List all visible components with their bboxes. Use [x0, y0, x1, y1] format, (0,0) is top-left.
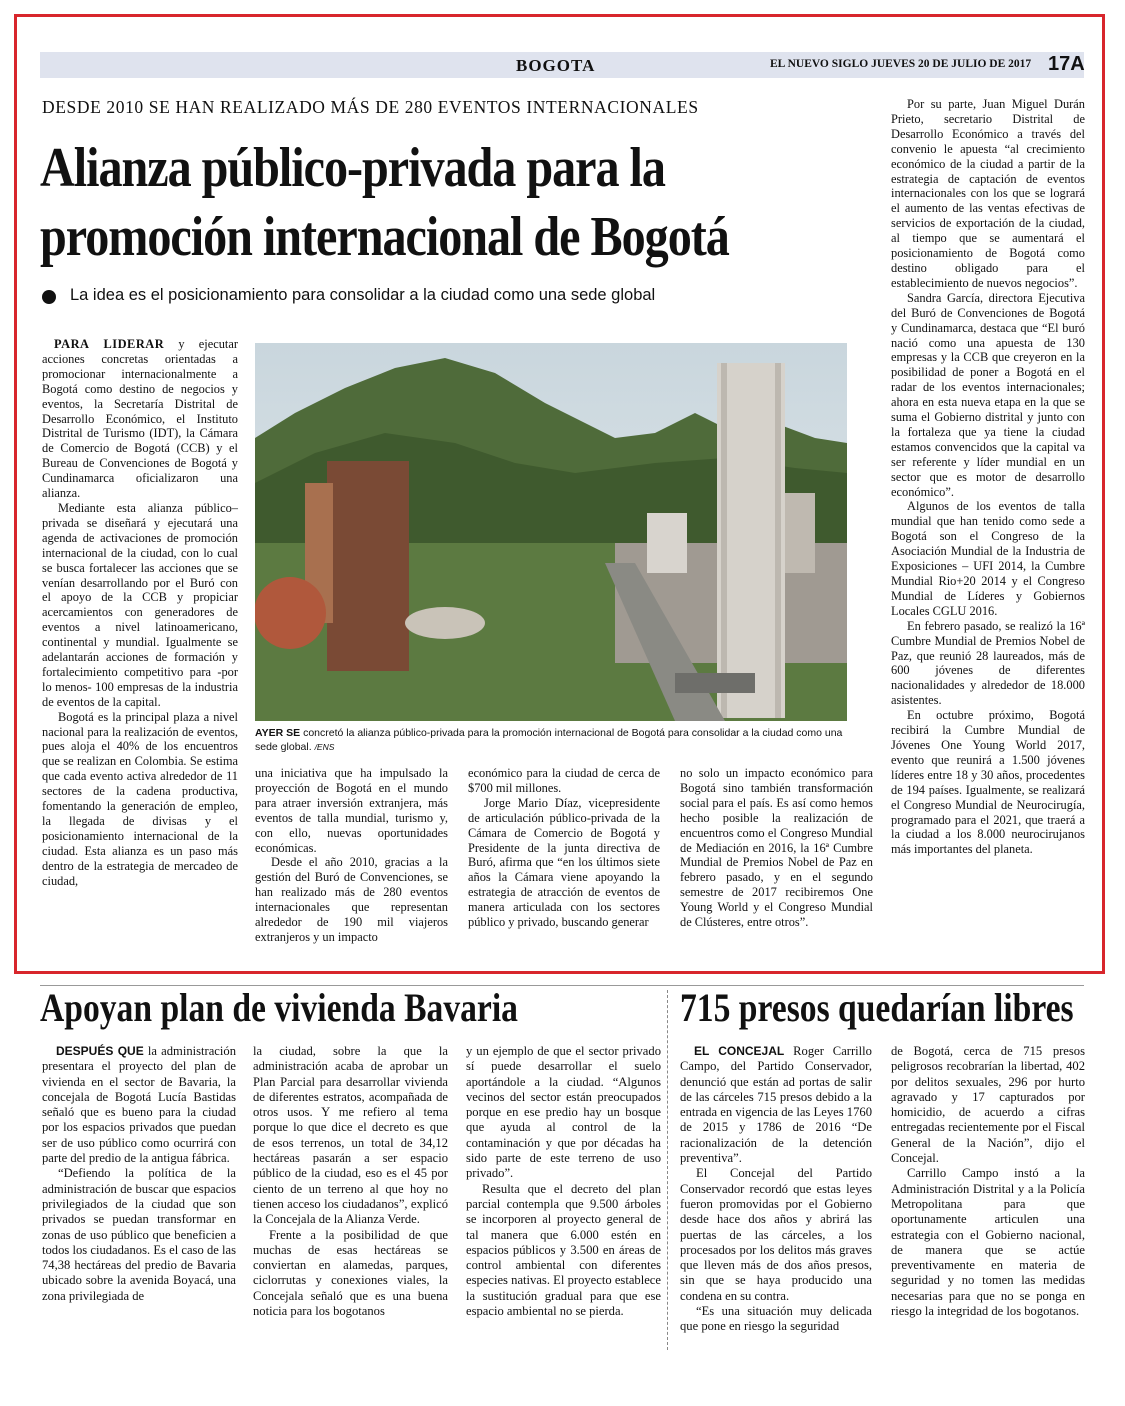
paragraph: Desde el año 2010, gracias a la gestión del Buró de Convenciones, se han realizado más de 280 eventos internacionales que representan alrededor de 190 mil viajeros extranjeros y un impacto — [255, 855, 448, 944]
main-column-4 — [680, 766, 873, 930]
paragraph: El Concejal del Partido Conservador recordó que estas leyes fueron promovidas por el Gobierno desde hace dos años y abrirá las puertas de las cárceles, a los procesados por los delitos más graves que lleven más de dos años presos, sin que se haya producido una condena en su contra. — [680, 1166, 872, 1303]
subheadline: La idea es el posicionamiento para consolidar a la ciudad como una sede global — [70, 286, 656, 304]
paragraph: Bogotá es la principal plaza a nivel nacional para la realización de eventos, pues aloja el 40% de los encuentros que se realizan en Colombia. Se estima que cada evento activa alrededor de 11 sectores de la cadena productiva, fomentando la generación de empleo, la llegada de divisas y el posicionamiento internacional de la ciudad. Esta alianza es un paso más dentro de la estrategia de mercadeo de ciudad, — [42, 709, 238, 888]
main-column-3 — [468, 766, 660, 930]
lead-in: DESPUÉS QUE — [56, 1044, 144, 1058]
paragraph: Jorge Mario Díaz, vicepresidente de articulación público-privada de la Cámara de Comercio de Bogotá y Presidente de la junta directiva de Buró, afirma que “en los últimos siete años la Cámara viene apoyando la estrategia de atracción de eventos de manera articulada con los sectores público y privado, buscando generar — [468, 795, 660, 930]
paragraph: Carrillo Campo instó a la Administración Distrital y a la Policía Metropolitana para que oportunamente articulen una estrategia con el Gobierno nacional, de manera que se actúe preventivamente en materia de seguridad y no tomen las medidas necesarias para que no se ponga en riesgo la integridad de los bogotanos. — [891, 1166, 1085, 1319]
paragraph: “Es una situación muy delicada que pone en riesgo la seguridad — [680, 1304, 872, 1334]
column-divider — [667, 990, 668, 1350]
story3-column-1 — [680, 1044, 872, 1335]
paragraph: Sandra García, directora Ejecutiva del Buró de Convenciones de Bogotá y Cundinamarca, destaca que “El buró nació como una apuesta de 130 empresas y la CCB que creyeron en la posibilidad de poner a Bogotá en el radar de los eventos internacionales; ahora en esta nueva etapa en la que se suma el Gobierno distrital y junto con la fortaleza que ya tiene la ciudad estamos convencidos que la capital va ser referente y líder mundial en un sector que es motor de desarrollo económico”. — [891, 290, 1085, 499]
main-headline: Alianza público-privada para la promoción internacional de Bogotá — [40, 137, 729, 268]
paragraph: Por su parte, Juan Miguel Durán Prieto, secretario Distrital de Desarrollo Económico a través del convenio le apuesta “al crecimiento económico de la ciudad a partir de la estrategia de captación de eventos internacionales con los que se logrará el aumento de las ventas efectivas de servicios de exportación de la ciudad, al tiempo que se aumentará el posicionamiento de Bogotá como destino obligado para el establecimiento de nuevos negocios”. — [891, 97, 1085, 290]
paper-date: EL NUEVO SIGLO JUEVES 20 DE JULIO DE 2017 — [770, 58, 1032, 70]
paragraph: no solo un impacto económico para Bogotá sino también transformación social para el país. Es así como hemos hecho posible la realización de encuentros como el Congreso Mundial de Mediación en 2016, la 16ª Cumbre Mundial de Premios Nobel de Paz en febrero pasado, y en el segundo semestre de 2017 recibiremos One Young World y el Congreso Mundial de Clústeres, entre otros”. — [680, 766, 873, 930]
body-text: Roger Carrillo Campo, del Partido Conservador, denunció que están ad portas de salir de las cárceles 715 presos debido a la entrada en vigencia de las Leyes 1760 de 2015 y 1786 de 2016 “De racionalización de la detención preventiva”. — [680, 1044, 872, 1166]
paragraph: de Bogotá, cerca de 715 presos peligrosos recobrarían la libertad, 402 por delitos sexuales, 296 por hurto agravado y 17 capturados por homicidio, de acuerdo a cifras entregadas recientemente por el Fiscal General de la Nación”, dijo el Concejal. — [891, 1044, 1085, 1166]
caption-lead: AYER SE — [255, 727, 301, 739]
paragraph: y un ejemplo de que el sector privado sí puede desarrollar el suelo aportándole a la ciudad. “Algunos vecinos del sector están preocupados porque en ese predio hay un bosque que ayuda al control de la contaminación y que por décadas ha sido parte de este terreno de uso privado”. — [466, 1044, 661, 1181]
paragraph: Resulta que el decreto del plan parcial contempla que 9.500 árboles se incorporen al proyecto general de tal manera que 6.000 estén en espacios públicos y 3.500 en áreas de control ambiental con diferentes especies nativas. El proyecto establece la sustitución gradual para que ese espacio ambiental no se pierda. — [466, 1181, 661, 1319]
paragraph: una iniciativa que ha impulsado la proyección de Bogotá en el mundo para atraer inversión extranjera, más eventos de talla mundial, turismo y, con ello, nuevas oportunidades económicas. — [255, 766, 448, 855]
paragraph: la ciudad, sobre la que la administración acaba de aprobar un Plan Parcial para desarrollar vivienda de diferentes estratos, acompañada de otros usos. Y me refiero al tema porque lo que dice el decreto es que de esos terrenos, un total de 34,12 hectáreas pasarán a ser espacio público de la ciudad, eso es el 45 por ciento de un terreno al que hoy no tienen acceso los ciudadanos”, explicó la Concejala de la Alianza Verde. — [253, 1044, 448, 1227]
story3-headline: 715 presos quedarían libres — [680, 985, 1074, 1030]
paragraph: Algunos de los eventos de talla mundial que han tenido como sede a Bogotá son el Congreso de la Asociación Mundial de la Industria de Exposiciones – UFI 2014, la Cumbre Mundial Rio+20 2014 y el Congreso Mundial de Líderes y Gobiernos Locales CGLU 2016. — [891, 499, 1085, 618]
paragraph: En octubre próximo, Bogotá recibirá la Cumbre Mundial de Jóvenes One Young World 2017, evento que reunirá a 1.500 jóvenes líderes entre 18 y 30 años, procedentes de 194 países. Igualmente, se realizará el Congreso Mundial de Neurocirugía, programado para el 2021, que traerá a la ciudad a los 8.000 neurocirujanos más importantes del planeta. — [891, 708, 1085, 857]
lead-in: EL CONCEJAL — [694, 1044, 785, 1058]
photo-caption — [255, 726, 855, 754]
page-number: 17A — [1048, 53, 1085, 75]
body-text: y ejecutar acciones concretas orientadas a promocionar internacionalmente a Bogotá como destino de negocios y eventos, la Secretaría Distrital de Desarrollo Económico, el Instituto Distrital de Turismo (IDT), la Cámara de Comercio de Bogotá (CCB) y el Bureau de Convenciones de Bogotá y Cundinamarca oficializaron una alianza. — [42, 337, 238, 501]
photo-credit: /ENS — [314, 742, 335, 752]
paragraph: “Defiendo la política de la administración de buscar que espacios privilegiados de la ciudad que son privados se puedan transformar en zonas de uso público que beneficien a todos los ciudadanos. Es el caso de las 74,38 hectáreas del predio de Bavaria ubicado sobre la avenida Boyacá, una zona privilegiada de — [42, 1166, 236, 1303]
paragraph: Frente a la posibilidad de que muchas de esas hectáreas se conviertan en alamedas, parques, ciclorrutas y conexiones viales, la Concejala señaló que es una buena noticia para los bogotanos — [253, 1227, 448, 1319]
main-column-2 — [255, 766, 448, 945]
story2-column-3 — [466, 1044, 661, 1319]
kicker: DESDE 2010 SE HAN REALIZADO MÁS DE 280 EVENTOS INTERNACIONALES — [42, 97, 699, 117]
lead-in: PARA LIDERAR — [54, 337, 165, 351]
story3-column-2 — [891, 1044, 1085, 1319]
paragraph: económico para la ciudad de cerca de $700 mil millones. — [468, 766, 660, 795]
main-column-1 — [42, 337, 238, 889]
story2-column-1 — [42, 1044, 236, 1304]
caption-text: concretó la alianza público-privada para la promoción internacional de Bogotá para consolidar a la ciudad como una sede global. — [255, 727, 843, 753]
section-name: BOGOTA — [516, 56, 596, 75]
story2-column-2 — [253, 1044, 448, 1319]
paragraph: Mediante esta alianza público–privada se diseñará y ejecutará una agenda de activaciones de promoción internacional de la ciudad, con lo cual se busca fortalecer las acciones que se venían desarrollando por el Buró con el apoyo de la CCB y propiciar acercamientos con generadores de eventos a nivel latinoamericano, continental y mundial. Igualmente se adelantarán acciones de formación y fortalecimiento competitivo para -por lo menos- 100 empresas de la industria de eventos de la capital. — [42, 500, 238, 709]
story2-headline: Apoyan plan de vivienda Bavaria — [40, 985, 518, 1030]
photo-illustration — [255, 343, 847, 721]
paragraph: En febrero pasado, se realizó la 16ª Cumbre Mundial de Premios Nobel de Paz, que reunió 28 laureados, más de 600 jóvenes de diferentes nacionalidades y alrededor de 18.000 asistentes. — [891, 618, 1085, 708]
bogota-skyline-photo — [255, 343, 847, 721]
bullet-icon — [42, 290, 56, 304]
main-column-right — [891, 97, 1085, 857]
body-text: la administración presentara el proyecto del plan de vivienda en el sector de Bavaria, la concejala de Bogotá Lucía Bastidas señaló que es bueno para la ciudad por los espacios privados que puedan ser de uso público como ocurrirá con parte del predio de la antigua fábrica. — [42, 1044, 236, 1166]
